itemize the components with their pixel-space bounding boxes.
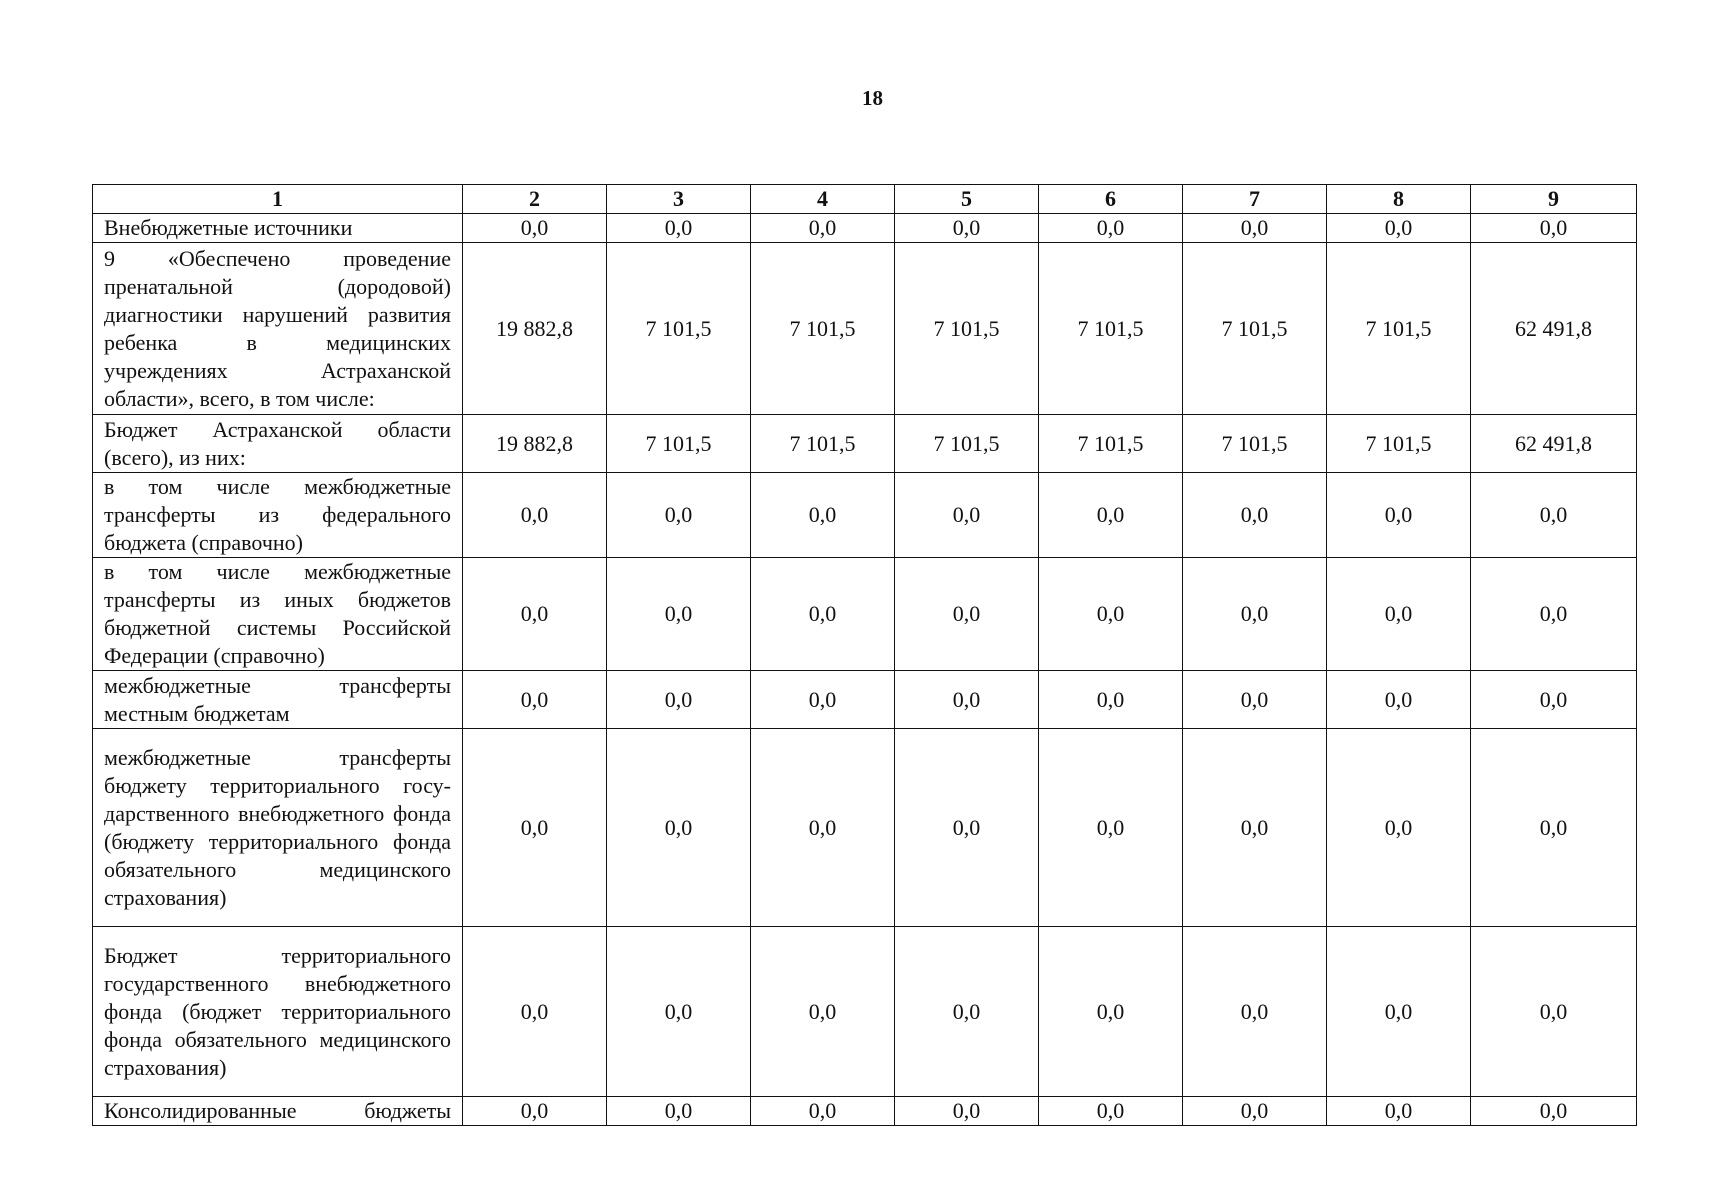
table-cell: 0,0 <box>895 729 1039 927</box>
page-number: 18 <box>862 86 883 110</box>
row-label: Бюджет Астраханской области (всего), из них: <box>93 415 463 473</box>
table-cell: 0,0 <box>1183 558 1327 671</box>
table-cell: 0,0 <box>1183 1097 1327 1126</box>
table-cell: 0,0 <box>1327 473 1471 558</box>
table-row <box>93 473 1637 558</box>
table-cell: 0,0 <box>463 927 607 1097</box>
row-label: Бюджет территориального государственного внебюджетного фонда (бюджет территориального фонда обязательного медицинского страхования) <box>93 927 463 1097</box>
table-cell: 0,0 <box>1039 927 1183 1097</box>
table-row <box>93 214 1637 243</box>
table-cell: 62 491,8 <box>1471 415 1637 473</box>
column-header: 3 <box>607 185 751 214</box>
table-cell: 0,0 <box>463 558 607 671</box>
column-header: 8 <box>1327 185 1471 214</box>
table-cell: 0,0 <box>607 473 751 558</box>
table-cell: 0,0 <box>895 1097 1039 1126</box>
table-row <box>93 415 1637 473</box>
table-cell: 0,0 <box>751 473 895 558</box>
row-label: Внебюджетные источники <box>93 214 463 243</box>
column-header: 7 <box>1183 185 1327 214</box>
table-cell: 0,0 <box>751 1097 895 1126</box>
table-cell: 0,0 <box>895 558 1039 671</box>
table-cell: 0,0 <box>1039 473 1183 558</box>
table-cell: 0,0 <box>607 1097 751 1126</box>
table-row <box>93 1097 1637 1126</box>
table-cell: 0,0 <box>1471 1097 1637 1126</box>
row-label: Консолидированные бюджеты <box>93 1097 463 1126</box>
table-cell: 0,0 <box>895 927 1039 1097</box>
table-cell: 7 101,5 <box>751 243 895 415</box>
table-cell: 0,0 <box>463 671 607 729</box>
table-cell: 19 882,8 <box>463 243 607 415</box>
table-cell: 0,0 <box>1471 473 1637 558</box>
table-cell: 0,0 <box>1039 671 1183 729</box>
table-cell: 19 882,8 <box>463 415 607 473</box>
table-cell: 0,0 <box>1327 927 1471 1097</box>
table-row <box>93 927 1637 1097</box>
table-row <box>93 558 1637 671</box>
table-cell: 7 101,5 <box>895 415 1039 473</box>
table-cell: 0,0 <box>1039 214 1183 243</box>
column-header: 2 <box>463 185 607 214</box>
table-cell: 0,0 <box>1471 729 1637 927</box>
table-row <box>93 243 1637 415</box>
table-cell: 7 101,5 <box>1327 415 1471 473</box>
table-cell: 0,0 <box>1327 671 1471 729</box>
table-cell: 0,0 <box>1327 1097 1471 1126</box>
table-cell: 0,0 <box>1327 558 1471 671</box>
column-header: 6 <box>1039 185 1183 214</box>
table-cell: 0,0 <box>1039 729 1183 927</box>
table-row <box>93 671 1637 729</box>
table-cell: 0,0 <box>895 214 1039 243</box>
table-cell: 0,0 <box>751 927 895 1097</box>
table-cell: 0,0 <box>751 671 895 729</box>
row-label: в том числе межбюджетные трансферты из иных бюджетов бюджетной системы Российской Федерации (справочно) <box>93 558 463 671</box>
column-header: 9 <box>1471 185 1637 214</box>
table-cell: 0,0 <box>1471 927 1637 1097</box>
table-cell: 0,0 <box>1327 214 1471 243</box>
table-cell: 0,0 <box>895 671 1039 729</box>
table-cell: 0,0 <box>463 1097 607 1126</box>
table-cell: 0,0 <box>751 729 895 927</box>
table-header-row <box>93 185 1637 214</box>
table-cell: 0,0 <box>751 558 895 671</box>
table-cell: 7 101,5 <box>1183 243 1327 415</box>
table-cell: 0,0 <box>1471 214 1637 243</box>
row-label: межбюджетные трансферты местным бюджетам <box>93 671 463 729</box>
table-cell: 0,0 <box>607 558 751 671</box>
table-cell: 0,0 <box>751 214 895 243</box>
column-header: 4 <box>751 185 895 214</box>
table-cell: 0,0 <box>1183 214 1327 243</box>
column-header: 1 <box>93 185 463 214</box>
table-cell: 0,0 <box>1183 671 1327 729</box>
table-cell: 0,0 <box>607 671 751 729</box>
table-cell: 0,0 <box>607 729 751 927</box>
budget-table <box>92 184 1637 1126</box>
table-cell: 0,0 <box>463 729 607 927</box>
row-label: межбюджетные трансферты бюджету территориального госу-дарственного внебюджетного фонда (бюджету территориального фонда обязательного медицинского страхования) <box>93 729 463 927</box>
row-label: 9 «Обеспечено проведение пренатальной (дородовой) диагностики нарушений развития ребенка в медицинских учреждениях Астраханской области», всего, в том числе: <box>93 243 463 415</box>
table-cell: 0,0 <box>1471 558 1637 671</box>
table-cell: 7 101,5 <box>1183 415 1327 473</box>
table-cell: 0,0 <box>607 927 751 1097</box>
table-cell: 7 101,5 <box>1039 243 1183 415</box>
table-cell: 7 101,5 <box>1039 415 1183 473</box>
table-cell: 0,0 <box>1039 1097 1183 1126</box>
table-cell: 7 101,5 <box>1327 243 1471 415</box>
table-cell: 0,0 <box>895 473 1039 558</box>
table-cell: 0,0 <box>1327 729 1471 927</box>
table-cell: 0,0 <box>607 214 751 243</box>
table-row <box>93 729 1637 927</box>
table-cell: 0,0 <box>1183 729 1327 927</box>
table-cell: 7 101,5 <box>607 415 751 473</box>
column-header: 5 <box>895 185 1039 214</box>
table-cell: 7 101,5 <box>751 415 895 473</box>
table-cell: 0,0 <box>1183 473 1327 558</box>
table-cell: 7 101,5 <box>895 243 1039 415</box>
table-cell: 62 491,8 <box>1471 243 1637 415</box>
table-cell: 0,0 <box>463 214 607 243</box>
table-cell: 0,0 <box>463 473 607 558</box>
table-cell: 7 101,5 <box>607 243 751 415</box>
table-cell: 0,0 <box>1471 671 1637 729</box>
row-label: в том числе межбюджетные трансферты из федерального бюджета (справочно) <box>93 473 463 558</box>
table-cell: 0,0 <box>1039 558 1183 671</box>
table-cell: 0,0 <box>1183 927 1327 1097</box>
